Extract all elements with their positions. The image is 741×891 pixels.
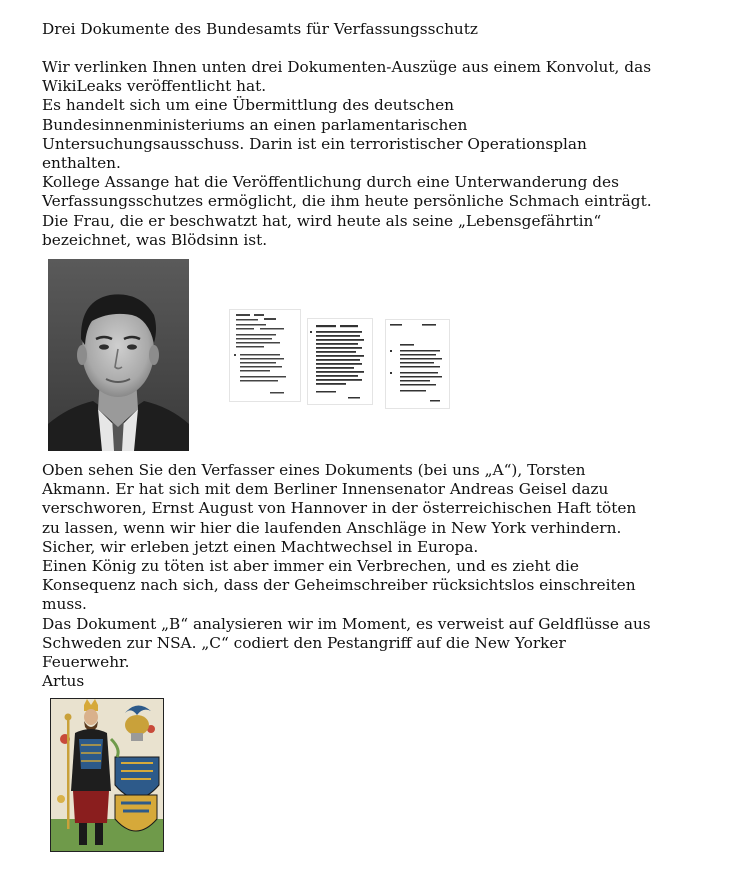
document-c-svg bbox=[386, 320, 449, 408]
king-svg bbox=[51, 699, 163, 851]
intro-line: enthalten. bbox=[42, 154, 121, 173]
author-portrait-photo bbox=[48, 259, 189, 451]
intro-line: Die Frau, die er beschwatzt hat, wird heute als seine „Lebensgefährtin“ bbox=[42, 211, 602, 230]
document-a-thumbnail[interactable] bbox=[229, 309, 301, 402]
document-c-thumbnail[interactable] bbox=[385, 319, 450, 409]
body-line: Das Dokument „B“ analysieren wir im Moment, es verweist auf Geldflüsse aus bbox=[42, 614, 651, 633]
body-line: Akmann. Er hat sich mit dem Berliner Innensenator Andreas Geisel dazu bbox=[42, 480, 609, 499]
portrait-svg bbox=[48, 259, 189, 451]
body-line: Feuerwehr. bbox=[42, 653, 130, 672]
intro-line: Es handelt sich um eine Übermittlung des deutschen bbox=[42, 96, 454, 115]
body-line: muss. bbox=[42, 595, 87, 614]
king-heraldry-illustration bbox=[50, 698, 164, 852]
body-line: Schweden zur NSA. „C“ codiert den Pestangriff auf die New Yorker bbox=[42, 633, 566, 652]
body-line: Konsequenz nach sich, dass der Geheimschreiber rücksichtslos einschreiten bbox=[42, 576, 636, 595]
body-line: Sicher, wir erleben jetzt einen Machtwechsel in Europa. bbox=[42, 537, 479, 556]
intro-paragraph bbox=[42, 58, 722, 250]
page-title bbox=[42, 20, 722, 39]
intro-line: bezeichnet, was Blödsinn ist. bbox=[42, 230, 268, 249]
intro-line: Untersuchungsausschuss. Darin ist ein terroristischer Operationsplan bbox=[42, 134, 587, 153]
signature-artus: Artus bbox=[42, 672, 85, 691]
body-line: Oben sehen Sie den Verfasser eines Dokuments (bei uns „A“), Torsten bbox=[42, 461, 586, 479]
intro-line: Kollege Assange hat die Veröffentlichung durch eine Unterwanderung des bbox=[42, 173, 619, 192]
intro-line: Wir verlinken Ihnen unten drei Dokumenten-Auszüge aus einem Konvolut, das bbox=[42, 58, 652, 76]
document-a-svg bbox=[230, 310, 300, 401]
intro-line: Bundesinnenministeriums an einen parlamentarischen bbox=[42, 115, 468, 134]
document-b-thumbnail[interactable] bbox=[307, 318, 373, 405]
intro-line: Verfassungsschutzes ermöglicht, die ihm heute persönliche Schmach einträgt. bbox=[42, 192, 652, 211]
document-b-svg bbox=[308, 319, 372, 404]
body-line: zu lassen, wenn wir hier die laufenden Anschläge in New York verhindern. bbox=[42, 518, 622, 537]
body-line: Einen König zu töten ist aber immer ein Verbrechen, und es zieht die bbox=[42, 557, 579, 576]
intro-line: WikiLeaks veröffentlicht hat. bbox=[42, 77, 267, 96]
page-title-text: Drei Dokumente des Bundesamts für Verfassungsschutz bbox=[42, 20, 478, 38]
body-paragraph bbox=[42, 461, 722, 691]
body-line: verschworen, Ernst August von Hannover in der österreichischen Haft töten bbox=[42, 499, 637, 518]
